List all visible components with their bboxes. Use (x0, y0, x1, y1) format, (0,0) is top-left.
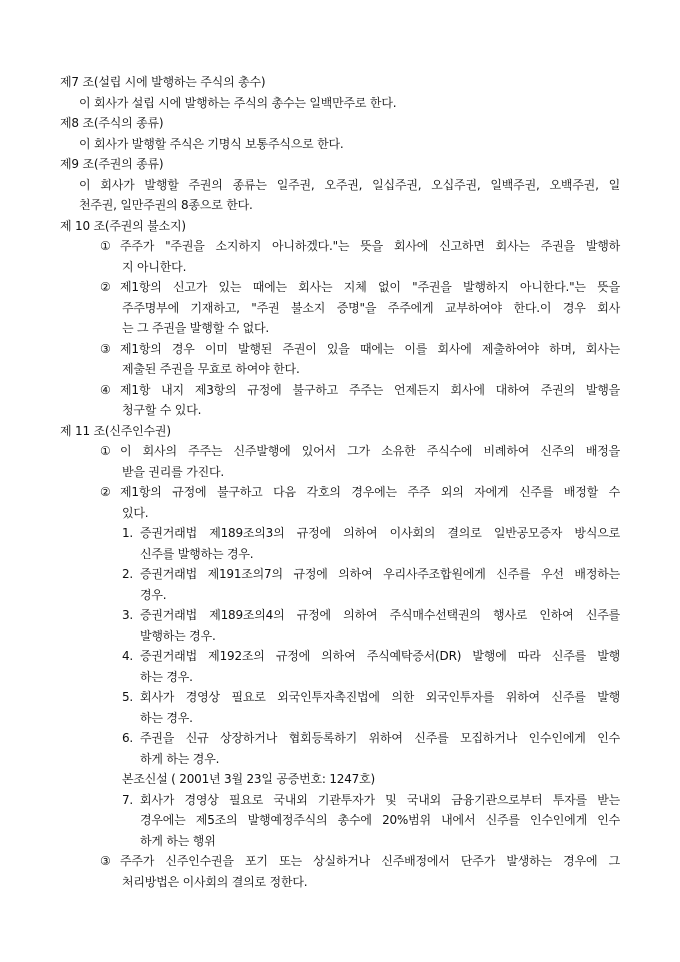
article-9-heading: 제9 조(주권의 종류) (60, 157, 164, 171)
article-11-item-2-line2: 있다. (122, 505, 149, 520)
sub-item-7-line2: 경우에는 제5조의 발행예정주식의 총수에 20%범위 내에서 신주를 인수인에게 인수 (140, 813, 620, 827)
document-page (0, 72, 680, 892)
item-marker: ② (100, 280, 111, 294)
article-7-text: 이 회사가 설립 시에 발행하는 주식의 총수는 일백만주로 한다. (79, 95, 397, 110)
sub-item-7-line3: 하게 하는 행위 (140, 833, 216, 848)
article-10-item-4-line1: ④ 제1항 내지 제3항의 규정에 불구하고 주주는 언제든지 회사에 대하여 주권의 발행을 (0, 380, 680, 401)
sub-item-6-line1: 6. 주권을 신규 상장하거나 협회등록하기 위하여 신주를 모집하거나 인수인에게 인수 (122, 731, 620, 745)
article-10-item-4-line2: 청구할 수 있다. (122, 403, 202, 417)
article-10-item-3-line1: ③ 제1항의 경우 이미 발행된 주권이 있을 때에는 이를 회사에 제출하여야 하며, 회사는 (0, 339, 680, 360)
article-10-item-2-line1: ② 제1항의 신고가 있는 때에는 회사는 지체 없이 "주권을 발행하지 아니한다."는 뜻을 (0, 277, 680, 298)
sub-item-3-line2: 발행하는 경우. (140, 628, 216, 643)
article-11-item-1-line2: 받을 권리를 가진다. (122, 464, 224, 479)
sub-item-5-line1: 5. 회사가 경영상 필요로 외국인투자촉진법에 의한 외국인투자를 위하여 신주를 발행 (122, 690, 620, 704)
supplement-note: 본조신설 ( 2001년 3월 23일 공증번호: 1247호) (122, 772, 375, 786)
item-marker: ② (100, 485, 111, 499)
article-10-item-1-line2: 지 아니한다. (122, 259, 187, 274)
article-10-item-3-line2: 제출된 주권을 무효로 하여야 한다. (122, 362, 300, 376)
item-marker: ③ (100, 341, 111, 356)
item-marker: ① (100, 444, 111, 458)
article-9-text-line1: 이 회사가 발행할 주권의 종류는 일주권, 오주권, 일십주권, 오십주권, 일백주권, 오백주권, 일 (79, 177, 620, 192)
article-11-item-3-line2: 처리방법은 이사회의 결의로 정한다. (122, 874, 308, 889)
article-11-item-1-line1: ① 이 회사의 주주는 신주발행에 있어서 그가 소유한 주식수에 비례하여 신주의 배정을 (0, 441, 680, 462)
item-marker: ③ (100, 854, 111, 868)
sub-item-6-line2: 하게 하는 경우. (140, 751, 220, 766)
article-10-heading: 제 10 조(주권의 불소지) (60, 218, 186, 233)
article-11-heading: 제 11 조(신주인수권) (60, 423, 171, 438)
article-9-text-line2: 천주권, 일만주권의 8종으로 한다. (79, 198, 253, 212)
article-8-text: 이 회사가 발행할 주식은 기명식 보통주식으로 한다. (79, 136, 344, 151)
item-marker: ① (100, 239, 111, 253)
sub-item-2-line1: 2. 증권거래법 제191조의7의 규정에 의하여 우리사주조합원에게 신주를 우선 배정하는 (122, 567, 620, 581)
sub-item-7-line1: 7. 회사가 경영상 필요로 국내외 기관투자가 및 국내외 금융기관으로부터 투자를 받는 (122, 792, 620, 807)
sub-item-3-line1: 3. 증권거래법 제189조의4의 규정에 의하여 주식매수선택권의 행사로 인하여 신주를 (122, 608, 620, 622)
sub-item-2-line2: 경우. (140, 587, 167, 602)
item-marker: ④ (100, 382, 111, 397)
sub-item-4-line1: 4. 증권거래법 제192조의 규정에 의하여 주식예탁증서(DR) 발행에 따라 신주를 발행 (122, 649, 620, 663)
article-8-heading: 제8 조(주식의 종류) (60, 116, 164, 130)
sub-item-4-line2: 하는 경우. (140, 669, 193, 684)
sub-item-1-line1: 1. 증권거래법 제189조의3의 규정에 의하여 이사회의 결의로 일반공모증자 방식으로 (122, 526, 620, 540)
sub-item-1-line2: 신주를 발행하는 경우. (140, 546, 254, 561)
sub-item-5-line2: 하는 경우. (140, 710, 193, 725)
article-10-item-2-line2: 주주명부에 기재하고, "주권 불소지 증명"을 주주에게 교부하여야 한다.이 경우 회사 (122, 300, 620, 315)
article-11-item-3-line1: ③ 주주가 신주인수권을 포기 또는 상실하거나 신주배정에서 단주가 발생하는 경우에 그 (0, 851, 680, 872)
article-7-heading: 제7 조(설립 시에 발행하는 주식의 총수) (60, 75, 266, 89)
article-11-item-2-line1: ② 제1항의 규정에 불구하고 다음 각호의 경우에는 주주 외의 자에게 신주를 배정할 수 (0, 482, 680, 503)
article-10-item-1-line1: ① 주주가 "주권을 소지하지 아니하겠다."는 뜻을 회사에 신고하면 회사는 주권을 발행하 (0, 236, 680, 257)
article-10-item-2-line3: 는 그 주권을 발행할 수 없다. (122, 321, 269, 335)
